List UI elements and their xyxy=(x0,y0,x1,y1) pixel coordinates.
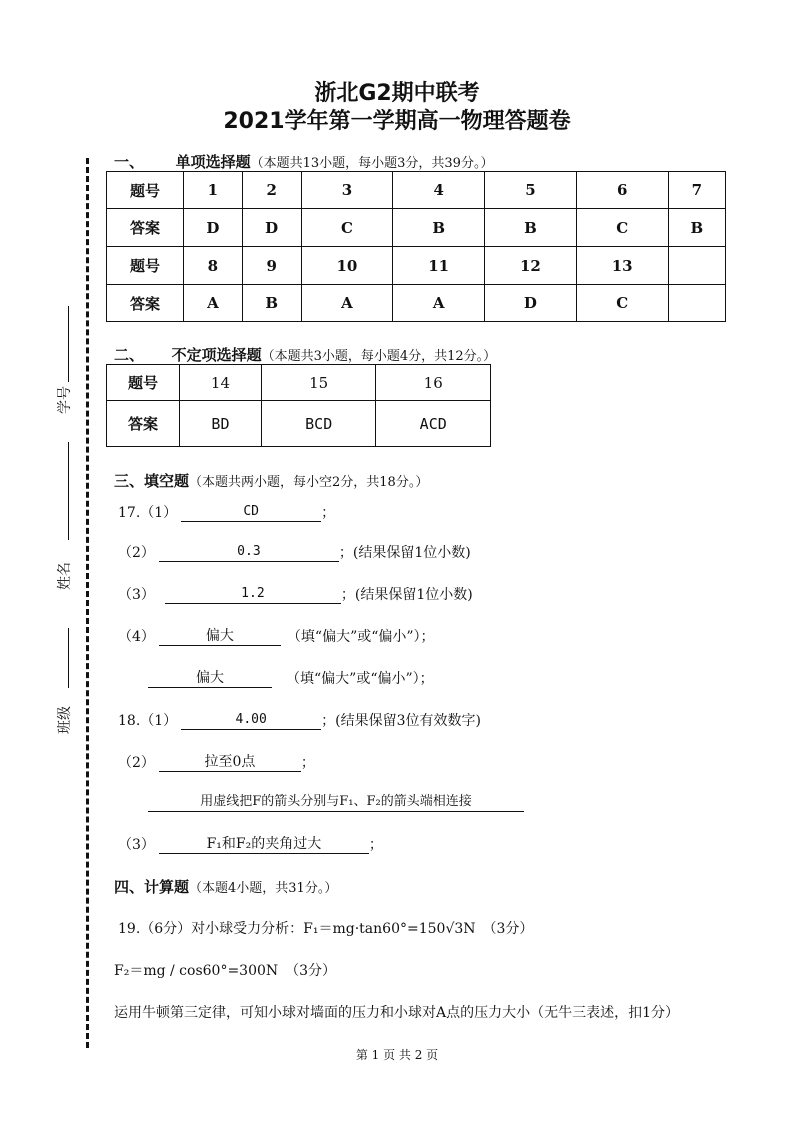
answer-cell: BCD xyxy=(261,401,376,447)
page-footer: 第 1 页 共 2 页 xyxy=(355,1048,439,1062)
question-number-cell: 16 xyxy=(376,365,491,401)
question-number-cell: 2 xyxy=(242,172,301,209)
q17-p4-answer-b: 偏大 xyxy=(148,669,272,688)
question-number-cell: 12 xyxy=(485,247,577,285)
question-number-cell: 8 xyxy=(184,247,243,285)
question-number-cell: 4 xyxy=(393,172,485,209)
question-number-header: 题号 xyxy=(107,247,184,285)
section2-note: （本题共3小题，每小题4分，共12分。） xyxy=(261,349,497,364)
student-id-label: 学号 xyxy=(57,386,73,414)
q17-part1 xyxy=(118,502,335,522)
q17-p1-answer: CD xyxy=(181,503,321,522)
section4-note: （本题4小题，共31分。） xyxy=(189,881,338,896)
class-fill-line xyxy=(68,628,69,688)
q17-p4-note-a: （填“偏大”或“偏小”）； xyxy=(286,629,435,645)
question-number-cell xyxy=(668,247,725,285)
table-row xyxy=(107,285,726,322)
question-number-cell: 11 xyxy=(393,247,485,285)
section2-answer-table xyxy=(106,364,491,447)
q17-p2-note: ；(结果保留1位小数) xyxy=(338,545,471,561)
answer-cell: A xyxy=(301,285,393,322)
q18-p1-answer: 4.00 xyxy=(181,711,321,730)
q18-p1-note: ；(结果保留3位有效数字) xyxy=(321,713,482,729)
section4-title: 四、计算题 xyxy=(114,878,190,896)
q17-part3 xyxy=(118,584,473,604)
section3-note: （本题共两小题，每小空2分，共18分。） xyxy=(189,475,429,490)
student-id-fill-line xyxy=(68,306,69,382)
q17-p2-answer: 0.3 xyxy=(159,543,339,562)
section1-number: 一、 xyxy=(114,153,145,171)
section3-heading xyxy=(114,470,428,491)
answer-cell: BD xyxy=(180,401,262,447)
section1-title: 单项选择题 xyxy=(175,153,251,171)
q17-part4b xyxy=(148,668,434,688)
binding-dashed-line xyxy=(86,158,89,1048)
section1-answer-table xyxy=(106,171,726,322)
q18-p2-extra-answer: 用虚线把F的箭头分别与F₁、F₂的箭头端相连接 xyxy=(148,793,524,812)
q17-p3-answer: 1.2 xyxy=(165,585,341,604)
q18-p1-label: 18.（1） xyxy=(118,713,178,729)
q18-part3 xyxy=(118,834,383,854)
question-number-cell: 10 xyxy=(301,247,393,285)
q18-p2-answer: 拉至0点 xyxy=(159,753,301,772)
table-row xyxy=(107,365,491,401)
name-fill-line xyxy=(68,442,69,540)
question-number-header: 题号 xyxy=(107,172,184,209)
q17-p4-note-b: （填“偏大”或“偏小”）； xyxy=(286,671,434,687)
q17-part2 xyxy=(118,542,471,562)
section4-heading xyxy=(114,876,337,897)
question-number-cell: 1 xyxy=(184,172,243,209)
answer-cell: B xyxy=(393,209,485,247)
answer-cell: ACD xyxy=(376,401,491,447)
section2-heading xyxy=(114,344,496,365)
table-row xyxy=(107,401,491,447)
question-number-cell: 15 xyxy=(261,365,376,401)
answer-header: 答案 xyxy=(107,209,184,247)
question-number-cell: 9 xyxy=(242,247,301,285)
question-number-cell: 3 xyxy=(301,172,393,209)
q17-p4-answer-a: 偏大 xyxy=(159,627,281,646)
section2-number: 二、 xyxy=(114,346,145,364)
section1-heading xyxy=(114,151,493,172)
q17-p1-end: ； xyxy=(321,505,336,521)
q17-p3-label: （3） xyxy=(118,587,155,603)
answer-header: 答案 xyxy=(107,401,180,447)
q18-part2 xyxy=(118,752,315,772)
q18-p2-label: （2） xyxy=(118,755,155,771)
question-number-cell: 7 xyxy=(668,172,725,209)
question-number-cell: 13 xyxy=(576,247,668,285)
answer-cell: D xyxy=(184,209,243,247)
answer-cell: A xyxy=(393,285,485,322)
answer-cell: C xyxy=(301,209,393,247)
table-row xyxy=(107,209,726,247)
q17-p4-label: （4） xyxy=(118,629,155,645)
answer-cell: B xyxy=(485,209,577,247)
answer-cell: D xyxy=(485,285,577,322)
q19-line1: 19.（6分）对小球受力分析：F₁＝mg·tan60°=150√3N （3分） xyxy=(118,921,534,937)
question-number-cell: 14 xyxy=(180,365,262,401)
answer-cell: D xyxy=(242,209,301,247)
q18-p3-answer: F₁和F₂的夹角过大 xyxy=(159,835,369,854)
answer-cell: A xyxy=(184,285,243,322)
exam-subtitle: 2021学年第一学期高一物理答题卷 xyxy=(223,109,571,134)
section3-title: 三、填空题 xyxy=(114,472,190,490)
q19-line2: F₂＝mg / cos60°=300N （3分） xyxy=(114,963,337,979)
q18-p2-end: ； xyxy=(300,755,315,771)
q17-p3-note: ；(结果保留1位小数) xyxy=(340,587,473,603)
answer-cell: C xyxy=(576,285,668,322)
class-label: 班级 xyxy=(57,706,73,734)
answer-cell: B xyxy=(668,209,725,247)
question-number-header: 题号 xyxy=(107,365,180,401)
exam-title: 浙北G2期中联考 xyxy=(314,81,480,106)
answer-cell xyxy=(668,285,725,322)
table-row xyxy=(107,172,726,209)
question-number-cell: 5 xyxy=(485,172,577,209)
answer-cell: B xyxy=(242,285,301,322)
section2-title: 不定项选择题 xyxy=(171,346,262,364)
q17-p2-label: （2） xyxy=(118,545,155,561)
answer-cell: C xyxy=(576,209,668,247)
q19-line3: 运用牛顿第三定律，可知小球对墙面的压力和小球对A点的压力大小（无牛三表述，扣1分） xyxy=(114,1005,680,1021)
q17-p1-label: 17.（1） xyxy=(118,505,178,521)
name-label: 姓名 xyxy=(57,562,73,590)
q17-part4a xyxy=(118,626,435,646)
q18-part2-extra xyxy=(148,793,524,812)
section1-note: （本题共13小题，每小题3分，共39分。） xyxy=(250,156,494,171)
question-number-cell: 6 xyxy=(576,172,668,209)
q18-p3-end: ； xyxy=(368,837,383,853)
answer-header: 答案 xyxy=(107,285,184,322)
table-row xyxy=(107,247,726,285)
q18-p3-label: （3） xyxy=(118,837,155,853)
q18-part1 xyxy=(118,710,481,730)
